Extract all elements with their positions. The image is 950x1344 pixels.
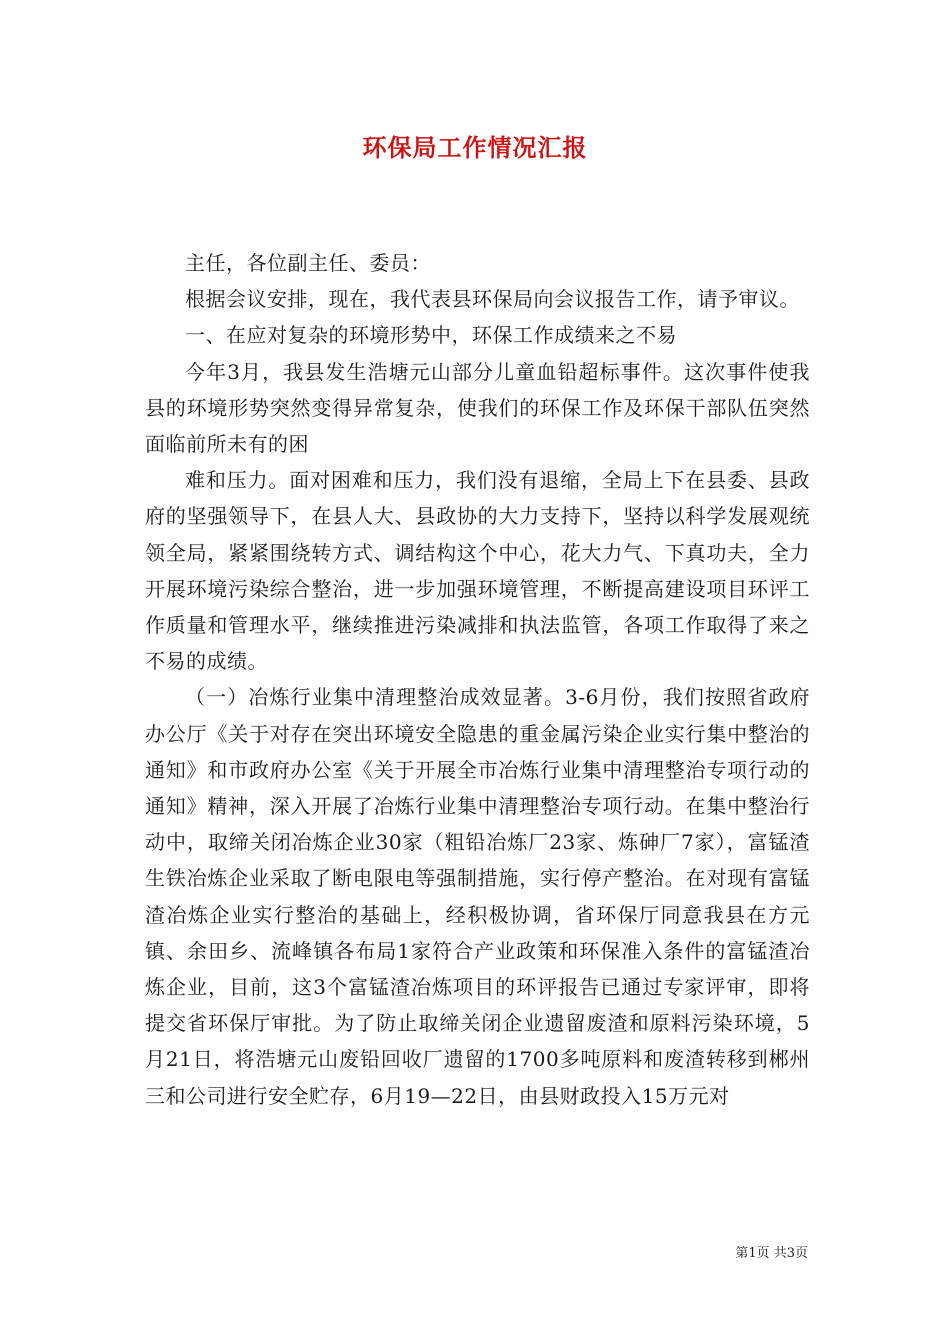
document-body	[145, 245, 810, 1114]
document-title: 环保局工作情况汇报	[362, 133, 588, 162]
body-paragraph: 今年3月，我县发生浩塘元山部分儿童血铅超标事件。这次事件使我县的环境形势突然变得异常复杂，使我们的环保工作及环保干部队伍突然面临前所未有的困	[145, 359, 810, 457]
page-number-footer: 第1页 共3页	[735, 1246, 808, 1261]
section-heading: 一、在应对复杂的环境形势中，环保工作成绩来之不易	[185, 323, 677, 348]
body-paragraph: 难和压力。面对困难和压力，我们没有退缩，全局上下在县委、县政府的坚强领导下，在县人大、县政协的大力支持下，坚持以科学发展观统领全局，紧紧围绕转方式、调结构这个中心，花大力气、下真功夫，全力开展环境污染综合整治，进一步加强环境管理，不断提高建设项目环评工作质量和管理水平，继续推进污染减排和执法监管，各项工作取得了来之不易的成绩。	[145, 468, 810, 674]
salutation-paragraph: 主任，各位副主任、委员：	[185, 251, 431, 275]
body-paragraph: （一）冶炼行业集中清理整治成效显著。3-6月份，我们按照省政府办公厅《关于对存在突出环境安全隐患的重金属污染企业实行集中整治的通知》和市政府办公室《关于开展全市冶炼行业集中清理整治专项行动的通知》精神，深入开展了冶炼行业集中清理整治专项行动。在集中整治行动中，取缔关闭冶炼企业30家（粗铅冶炼厂23家、炼砷厂7家），富锰渣生铁冶炼企业采取了断电限电等强制措施，实行停产整治。在对现有富锰渣冶炼企业实行整治的基础上，经积极协调，省环保厅同意我县在方元镇、余田乡、流峰镇各布局1家符合产业政策和环保准入条件的富锰渣冶炼企业，目前，这3个富锰渣冶炼项目的环评报告已通过专家评审，即将提交省环保厅审批。为了防止取缔关闭企业遗留废渣和原料污染环境，5月21日，将浩塘元山废铅回收厂遗留的1700多吨原料和废渣转移到郴州三和公司进行安全贮存，6月19—22日，由县财政投入15万元对	[145, 685, 810, 1108]
intro-paragraph: 根据会议安排，现在，我代表县环保局向会议报告工作，请予审议。	[185, 287, 800, 312]
